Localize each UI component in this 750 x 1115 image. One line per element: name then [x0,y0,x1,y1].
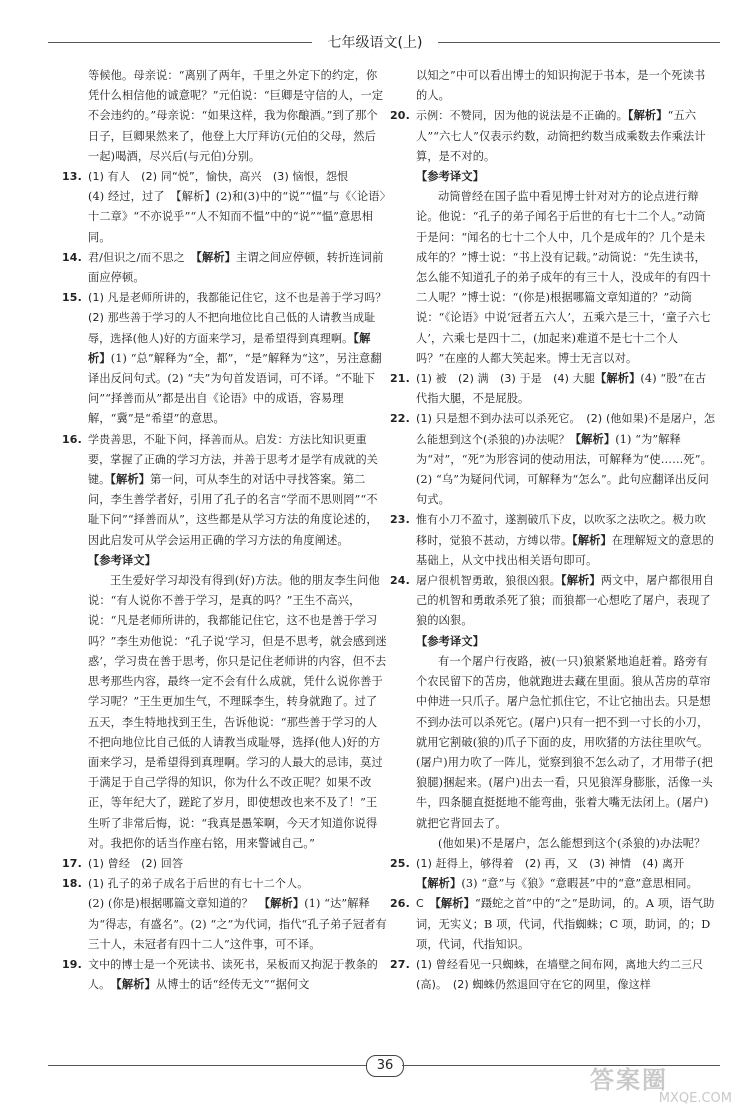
analysis-label: 【解析】 [110,473,151,487]
header-rule-right [438,42,720,43]
question-number: 25. [390,856,410,870]
analysis-label: 【解析】 [416,877,462,891]
left-column [62,66,398,995]
question-25 [390,854,716,874]
answer-text: (1) 赶得上，够得着 (2) 再，又 (3) 神情 (4) 离开 [416,856,685,870]
analysis-label: 【解析】 [627,109,668,123]
question-18-detail [62,894,387,955]
q19-continuation: 以知之”中可以看出博士的知识拘泥于书本，是一个死读书的人。 [416,69,706,103]
right-column [390,66,716,995]
answer-text: (1) 曾经 (2) 回答 [88,856,184,870]
question-21 [390,369,716,409]
question-number: 17. [62,856,82,870]
question-number: 18. [62,877,82,891]
question-number: 26. [390,897,410,911]
analysis-text: 第一问，可从李生的对话中寻找答案。第二问，李生善学者好，引用了孔子的名言“学而不思则罔”“不耻下问”“择善而从”，这些都是从学习方法的角度论述的，因此启发可从学会运用正确的学习方法的角度阐述。 [88,473,378,547]
answer-text: 君/但识之/而不思之 [88,250,185,264]
answer-text: C [416,897,424,911]
analysis-label: 【解析】 [560,574,601,588]
question-13-detail: (4) 经过，过了 【解析】(2)和(3)中的“说”“愠”与《〈论语〉十二章》“不亦说乎”“人不知而不愠”中的“说”“愠”意思相同。 [88,190,386,244]
question-number: 24. [390,574,410,588]
analysis-label: 【解析】 [116,978,156,992]
answer-text: (1) 只是想不到办法可以杀死它。 (2) (他如果)不是屠户，怎么能想到这个(杀狼的)办法呢？ [416,412,716,446]
reference-translation-closing: (他如果)不是屠户，怎么能想到这个(杀狼的)办法呢？ [438,836,706,850]
question-16 [62,430,387,551]
analysis-text: “五六人”“六七人”仅表示约数，动筒把约数当成乘数去作乘法计算，是不对的。 [416,109,706,163]
reference-translation-label-2: 【参考译文】 [416,634,485,648]
analysis-text: 从博士的话“经传无文”“据何文 [155,978,310,992]
analysis-text: “蹑蛇之首”中的“之”是助词，的。A 项，语气助词，无实义；B 项，代词，代指蜘蛛；C 项，助词，的；D 项，代词，代指知识。 [416,897,715,951]
question-number: 22. [390,412,410,426]
question-number: 27. [390,957,410,971]
watermark-logo [590,1060,740,1110]
answer-text: (1) 曾经看见一只蜘蛛，在墙壁之间布网，离地大约二三尺(高)。 (2) 蜘蛛仍然退回守在它的网里，像这样 [416,957,704,992]
page-number: 36 [366,1055,404,1077]
question-22 [390,409,716,510]
answer-text-2: (2) (你是)根据哪篇文章知道的？ [88,897,254,911]
analysis-label: 【解析】 [196,250,237,264]
answer-text: (1) 有人 (2) 同“悦”，愉快，高兴 (3) 恼恨，怨恨 [88,170,349,184]
reference-translation-text: 王生爱好学习却没有得到(好)方法。他的朋友李生问他说：“有人说你不善于学习，是真的吗？”王生不高兴，说：“凡是老师所讲的，我都能记住它，这不也是善于学习吗？”李生劝他说：“孔子说‘学习，但是不思考，就会感到迷惑’，学习贵在善于思考，你只是记住老师讲的内容，但不去思考那些内容，最终一定不会有什么成就，凭什么说你善于学习呢？”王生更加生气，不理睬李生，转身就跑了。过了五天，李生特地找到王生，告诉他说：“那些善于学习的人不把向地位比自己低的人请教当成耻辱，选择(他人)好的方面来学习，是希望得到真理啊。学习的人最大的忌讳，莫过于满足于自己学得的知识，你为什么不改正呢？如果不改正，等年纪大了，蹉跎了岁月，即使想改也来不及了！”王生听了非常后悔，说：“我真是愚笨啊，今天才知道你说得对。我把你的话当作座右铭，用来警诫自己。” [88,574,387,850]
question-20 [390,106,716,167]
analysis-text: 在理解短文的意思的基础上，从文中找出相关语句即可。 [416,533,714,567]
question-27 [390,955,716,995]
analysis-text: (1) “达”解释为“得志，有盛名”。(2) “之”为代词，指代“孔子弟子冠者有三十人，未冠者有四十二人”这件事，可不译。 [88,897,387,951]
answer-text: 学贵善思，不耻下问，择善而从。启发：方法比知识更重要，掌握了正确的学习方法，并善于思考才是学有成就的关键。 [88,432,378,487]
analysis-text: (3) “意”与《狼》“意暇甚”中的“意”意思相同。 [461,877,698,891]
footer-rule-left [48,1065,366,1066]
analysis-text: (4) “股”在古代指大腿，不是屁股。 [416,372,707,406]
analysis-text: 两文中，屠户都很用自己的机智和勇敢杀死了狼；而狼都一心想吃了屠户，表现了狼的凶狠。 [416,574,715,628]
q12-continuation: 等候他。母亲说：“离别了两年，千里之外定下的约定，你凭什么相信他的诚意呢？”元伯说：“巨卿是守信的人，一定不会违约的。”母亲说：“如果这样，我为你酿酒。”到了那个日子，巨卿果然来了，他登上大厅拜访(元伯的父母，然后一起)喝酒，尽兴后(与元伯)分别。 [88,69,384,163]
analysis-label: 【解析】 [595,372,641,386]
reference-translation-text-2: 有一个屠户行夜路，被(一只)狼紧紧地追赶着。路旁有个农民留下的苫房，他就跑进去藏在里面。狼从苫房的草帘中伸进一只爪子。屠户急忙抓住它，不让它抽出去。只是想不到办法可以杀死它。(屠户)只有一把不到一寸长的小刀，就用它割破(狼的)爪子下面的皮，用吹猪的方法往里吹气。(屠户)用力吹了一阵儿，觉察到狼不怎么动了，才用带子(把狼腿)捆起来。(屠户)出去一看，只见狼浑身膨胀，活像一头牛，四条腿直挺挺地不能弯曲，张着大嘴无法闭上。(屠户)就把它背回去了。 [416,654,713,830]
answer-text: (1) 被 (2) 满 (3) 于是 (4) 大腿 [416,372,596,386]
question-24 [390,571,716,632]
analysis-label: 【解析】 [569,432,616,446]
answer-text: 文中的博士是一个死读书、读死书，呆板而又拘泥于教条的人。 [88,957,378,992]
analysis-label: 【解析】 [572,533,612,547]
analysis-text: (1) “为”解释为“对”，“死”为形容词的使动用法，可解释为“使……死”。(2) “乌”为疑问代词，可解释为“怎么”。此句应翻译出反问句式。 [416,432,712,507]
reference-translation-text: 动筒曾经在国子监中看见博士针对对方的论点进行辩论。他说：“孔子的弟子闻名于后世的有七十二个人。”动筒于是问：“闻名的七十二个人中，几个是成年的？几个是未成年的？”博士说：“书上没有记载。”动筒说：“先生读书，怎么能不知道孔子的弟子成年的有三十人，没成年的有四十二人呢？”博士说：“(你是)根据哪篇文章知道的？”动筒说：“《论语》中说‘冠者五六人’，五乘六是三十，‘童子六七人’，六乘七是四十二，(加起来)难道不是七十二个人吗？”在座的人都大笑起来。博士无言以对。 [416,190,711,365]
watermark-url: MXQE.COM [658,1091,732,1106]
question-number: 14. [62,250,82,264]
analysis-label: 【解析】 [435,897,475,911]
answer-text: 示例：不赞同，因为他的说法是不正确的。 [416,109,628,123]
header-title: 七年级语文(上) [327,35,423,51]
analysis-text: (1) “总”解释为“全，都”，“是”解释为“这”，另注意翻译出反问句式。(2) “夫”为句首发语词，可不译。“不耻下问”“择善而从”都是出自《论语》中的成语，容易理解，“冀”是“希望”的意思。 [88,351,382,426]
question-13 [62,167,387,187]
question-18 [62,874,387,894]
question-number: 15. [62,291,82,305]
question-number: 16. [62,432,82,446]
question-25-detail [390,874,716,894]
question-number: 23. [390,513,410,527]
analysis-label: 【解析】 [264,897,305,911]
analysis-text: 主谓之间应停顿，转折连词前面应停顿。 [88,250,384,285]
question-number: 21. [390,372,410,386]
header-rule-left [48,42,312,43]
reference-translation-label: 【参考译文】 [416,170,485,184]
answer-text: 屠户很机智勇敢，狼很凶狠。 [416,574,561,588]
answer-text: (1) 凡是老师所讲的，我都能记住它，这不也是善于学习吗？ (2) 那些善于学习的人不把向地位比自己低的人请教当成耻辱，选择(他人)好的方面来学习，是希望得到真理啊。 [88,291,398,345]
watermark-text: 答案圈 [590,1066,668,1094]
question-number: 13. [62,170,82,184]
question-26 [390,894,716,955]
question-15 [62,288,398,429]
answer-text: (1) 孔子的弟子成名于后世的有七十二个人。 [88,877,309,891]
reference-translation-label: 【参考译文】 [88,553,157,567]
page-header [0,26,750,56]
analysis-label: 【解析】 [88,331,371,365]
question-number: 19. [62,957,82,971]
question-17 [62,854,387,874]
question-23 [390,510,716,571]
answer-text: 惟有小刀不盈寸，遂割破爪下皮，以吹豕之法吹之。极力吹移时，觉狼不甚动，方缚以带。 [416,513,706,547]
question-number: 20. [390,109,410,123]
question-19 [62,955,387,995]
question-14 [62,248,387,288]
